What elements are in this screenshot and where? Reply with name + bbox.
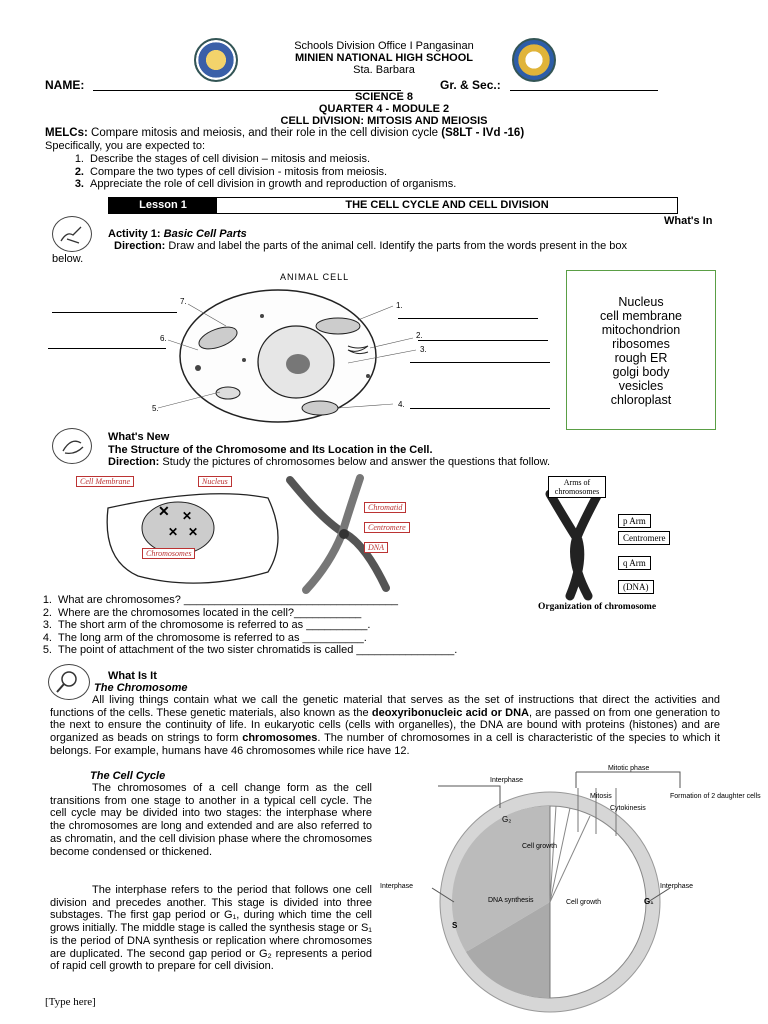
- lesson-bar: [108, 197, 678, 214]
- word-item: mitochondrion: [601, 323, 681, 337]
- objective-item: 1. Describe the stages of cell division – mitosis and meiosis.: [74, 153, 371, 165]
- label-g1: G₁: [644, 897, 654, 906]
- question-item: 2. Where are the chromosomes located in the cell?___________: [42, 606, 362, 619]
- word-item: golgi body: [612, 365, 670, 379]
- word-item: chloroplast: [610, 393, 672, 407]
- objectives-list: [72, 153, 456, 191]
- cell-cycle-title: The Cell Cycle: [90, 770, 166, 782]
- label-interphase-top: Interphase: [490, 777, 524, 784]
- question-item: 4. The long arm of the chromosome is referred to as __________.: [42, 631, 367, 644]
- chromosome-organization-diagram: [540, 492, 620, 602]
- melcs-intro: Specifically, you are expected to:: [45, 140, 205, 152]
- chromosome-title: The Chromosome: [94, 682, 188, 694]
- cell-number: 5.: [152, 404, 159, 413]
- svg-text:✕: ✕: [182, 509, 193, 523]
- cell-number: 2.: [416, 331, 423, 340]
- svg-text:✕: ✕: [188, 525, 199, 539]
- answer-line[interactable]: [52, 312, 177, 313]
- label-q-arm: q Arm: [618, 556, 651, 570]
- svg-text:✕: ✕: [158, 503, 170, 519]
- objective-item: 2. Compare the two types of cell division - mitosis from meiosis.: [74, 165, 388, 178]
- word-item: ribosomes: [612, 337, 670, 351]
- chromatid-diagram: [286, 474, 396, 594]
- grsec-label: Gr. & Sec.:: [440, 78, 501, 92]
- quarter: QUARTER 4 - MODULE 2: [318, 103, 450, 115]
- cell-chromosome-diagram: [98, 480, 288, 590]
- activity-direction: Direction: Draw and label the parts of the animal cell. Identify the parts from the words present in the box: [114, 240, 627, 252]
- school-name: MINIEN NATIONAL HIGH SCHOOL: [294, 52, 474, 64]
- whats-new-direction: Direction: Study the pictures of chromosomes below and answer the questions that follow.: [108, 456, 551, 468]
- label-centromere: Centromere: [364, 522, 410, 533]
- cell-number: 3.: [420, 345, 427, 354]
- label-cell-membrane: Cell Membrane: [76, 476, 134, 487]
- label-interphase-left: Interphase: [380, 883, 414, 890]
- label-mitosis: Mitosis: [590, 793, 612, 800]
- cell-cycle-paragraph-1: The chromosomes of a cell change form as the cell transitions from one stage to another in a typical cell cycle. The cell cycle may be divided into two stages: the interphase where the chromosomes are long and extended and are also referred to as chromatin, and the cell division phase where the chromosomes become condensed or thickened.: [50, 782, 372, 858]
- division-office: Schools Division Office I Pangasinan: [294, 40, 474, 52]
- cell-number: 7.: [180, 297, 187, 306]
- label-dna-org: (DNA): [618, 580, 654, 594]
- question-item: 3. The short arm of the chromosome is referred to as __________.: [42, 619, 371, 631]
- svg-text:✕: ✕: [168, 525, 179, 539]
- answer-line[interactable]: [410, 408, 550, 409]
- chromosome-paragraph: All living things contain what we call the genetic material that serves as the set of instructions that direct the activities and functions of the cells. These genetic materials, also known as the deoxyribonucleic acid or DNA, are passed on from one generation to the next to ensure the continuity of life. In eukaryotic cells (cells with organelles), the DNA are bound with proteins (histones) and are organized as beads on strings to form chromosomes. The number of chromosomes in a cell is characteristic of the species to which it belongs. For example, humans have 46 chromosomes while rice have 12.: [50, 694, 721, 757]
- label-arms: Arms of chromosomes: [548, 476, 606, 498]
- word-item: Nucleus: [618, 295, 664, 309]
- label-dna: DNA: [364, 542, 388, 553]
- label-interphase-right: Interphase: [660, 883, 694, 890]
- cell-cycle-paragraph-2: The interphase refers to the period that follows one cell division and precedes another. This stage is divided into three substages. The first gap period or G₁, during which time the cell grows initially. The middle stage is called the synthesis stage or S₁ is the period of DNA synthesis or replication where chromosomes are duplicated. The second gap period or G₂ represents a period of rapid cell growth to prepare for cell division.: [50, 884, 372, 973]
- label-s: S: [452, 921, 458, 930]
- subject: SCIENCE 8: [354, 91, 414, 103]
- whats-new-subtitle: The Structure of the Chromosome and Its Location in the Cell.: [108, 444, 433, 456]
- label-cell-growth: Cell growth: [566, 899, 602, 906]
- word-item: vesicles: [618, 379, 664, 393]
- lesson-label: Lesson 1: [109, 198, 217, 213]
- questions-list: [40, 594, 457, 657]
- answer-line[interactable]: [410, 362, 550, 363]
- label-formation: Formation of 2 daughter cells: [670, 793, 761, 800]
- lesson-title: THE CELL CYCLE AND CELL DIVISION: [345, 199, 549, 211]
- question-item: 5. The point of attachment of the two sister chromatids is called ________________.: [42, 644, 458, 656]
- answer-line[interactable]: [398, 318, 538, 319]
- cell-cycle-diagram: [380, 762, 761, 1020]
- module-title: CELL DIVISION: MITOSIS AND MEIOSIS: [280, 115, 488, 127]
- label-g2: G₂: [502, 815, 512, 824]
- cell-number: 4.: [398, 400, 405, 409]
- objective-item: 3. Appreciate the role of cell division in growth and reproduction of organisms.: [74, 178, 457, 190]
- question-item: 1. What are chromosomes? ___________________________________: [42, 594, 399, 606]
- animal-cell-title: ANIMAL CELL: [280, 272, 350, 282]
- label-mitotic-phase: Mitotic phase: [608, 765, 650, 772]
- label-chromatid: Chromatid: [364, 502, 406, 513]
- label-cell-growth-top: Cell growth: [522, 843, 558, 850]
- label-p-arm: p Arm: [618, 514, 651, 528]
- name-label: NAME:: [45, 78, 85, 92]
- word-item: cell membrane: [600, 309, 682, 323]
- label-nucleus: Nucleus: [198, 476, 232, 487]
- answer-line[interactable]: [418, 340, 548, 341]
- whats-in-heading: What's In: [664, 215, 713, 227]
- activity-direction-cont: below.: [52, 253, 84, 265]
- answer-line[interactable]: [48, 348, 166, 349]
- cell-number: 6.: [160, 334, 167, 343]
- word-box: [566, 270, 716, 430]
- label-chromosomes: Chromosomes: [142, 548, 195, 559]
- org-caption: Organization of chromosome: [538, 602, 657, 612]
- plant-icon: [52, 428, 92, 464]
- what-is-it-heading: What Is It: [108, 670, 157, 682]
- school-town: Sta. Barbara: [353, 64, 415, 76]
- label-centromere-org: Centromere: [618, 531, 670, 545]
- melcs-line: MELCs: Compare mitosis and meiosis, and their role in the cell division cycle (S8LT - IVd -16): [45, 127, 525, 139]
- footer-placeholder: [Type here]: [45, 996, 96, 1008]
- label-dna-synthesis: DNA synthesis: [488, 897, 534, 904]
- activity-title: Activity 1: Basic Cell Parts: [108, 228, 247, 240]
- whats-new-heading: What's New: [108, 431, 170, 443]
- hand-writing-icon: [52, 216, 92, 252]
- cell-number: 1.: [396, 301, 403, 310]
- word-item: rough ER: [614, 351, 668, 365]
- label-cytokinesis: Cytokinesis: [610, 805, 646, 812]
